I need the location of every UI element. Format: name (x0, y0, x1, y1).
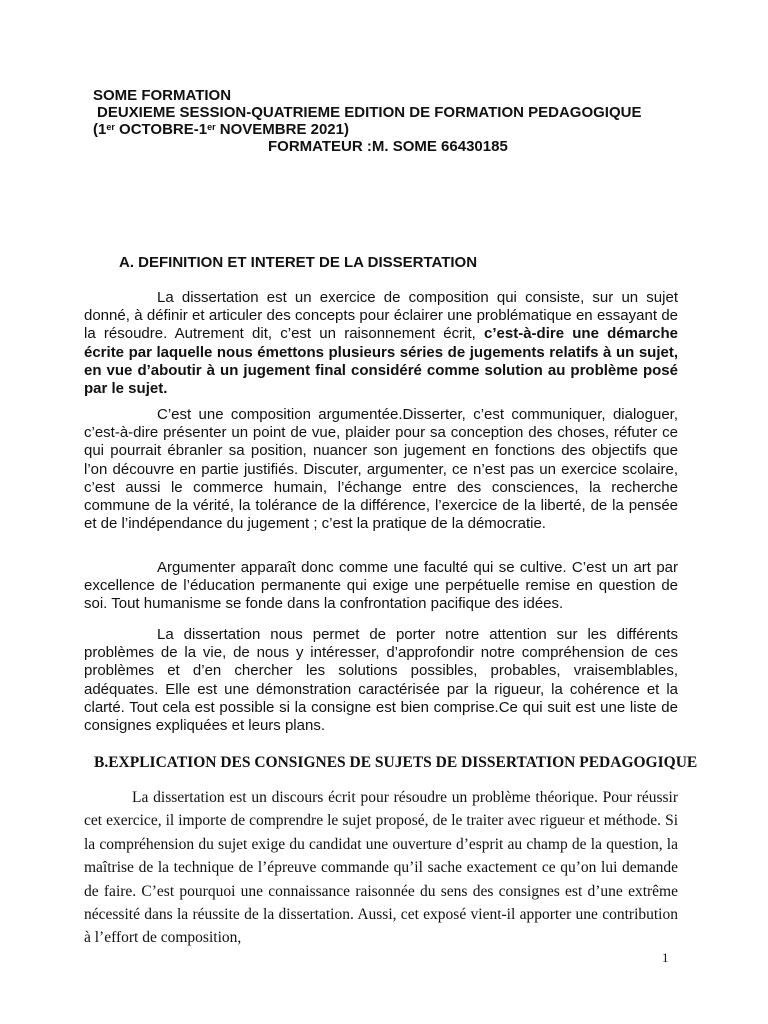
header-session: DEUXIEME SESSION-QUATRIEME EDITION DE FORMATION PEDAGOGIQUE (97, 104, 642, 121)
section-a-paragraph-4: La dissertation nous permet de porter notre attention sur les différents problèmes de la vie, de nous y intéresser, d’approfondir notre compréhension de ces problèmes et d’en chercher les solutions possibles, probables, vraisemblables, adéquates. Elle est une démonstration caractérisée par la rigueur, la cohérence et la clarté. Tout cela est possible si la consigne est bien comprise.Ce qui suit est une liste de consignes expliquées et leurs plans. (84, 626, 678, 735)
section-b-paragraph-1: La dissertation est un discours écrit pour résoudre un problème théorique. Pour réussir cet exercice, il importe de comprendre le sujet proposé, de le traiter avec rigueur et méthode. Si la compréhension du sujet exige du candidat une ouverture d’esprit au champ de la question, la maîtrise de la technique de l’épreuve commande qu’il sache exactement ce qu’on lui demande de faire. C’est pourquoi une connaissance raisonnée du sens des consignes est d’une extrême nécessité dans la réussite de la dissertation. Aussi, cet exposé vient-il apporter une contribution à l’effort de composition, (84, 789, 678, 947)
header-dates: (1er OCTOBRE-1er NOVEMBRE 2021) (93, 121, 349, 138)
section-a-paragraph-1: La dissertation est un exercice de composition qui consiste, sur un sujet donné, à définir et articuler des concepts pour éclairer une problématique en essayant de la résoudre. Autrement dit, c’est un raisonnement écrit, c’est-à-dire une démarche écrite par laquelle nous émettons plusieurs séries de jugements relatifs à un sujet, en vue d’aboutir à un jugement final considéré comme solution au problème posé par le sujet. (84, 289, 679, 398)
section-a-heading: A. DEFINITION ET INTERET DE LA DISSERTATION (119, 254, 478, 271)
section-a-paragraph-3: Argumenter apparaît donc comme une faculté qui se cultive. C’est un art par excellence de l’éducation permanente qui exige une perpétuelle remise en question de soi. Tout humanisme se fonde dans la confrontation pacifique des idées. (84, 559, 678, 613)
page-number: 1 (662, 950, 669, 965)
section-b-heading: B.EXPLICATION DES CONSIGNES DE SUJETS DE DISSERTATION PEDAGOGIQUE (94, 754, 698, 771)
header-organization: SOME FORMATION (93, 87, 232, 104)
section-a-paragraph-2: C’est une composition argumentée.Disserter, c’est communiquer, dialoguer, c’est-à-dire présenter un point de vue, plaider pour sa conception des choses, réfuter ce qui pourrait ébranler sa position, nuancer son jugement en fonctions des objectifs que l’on découvre en partie justifiés. Discuter, argumenter, ce n’est pas un exercice scolaire, c’est aussi le commerce humain, l’échange entre des consciences, la recherche commune de la vérité, la tolérance de la différence, l’exercice de la liberté, de la pensée et de l’indépendance du jugement ; c’est la pratique de la démocratie. (84, 406, 678, 533)
header-trainer: FORMATEUR :M. SOME 66430185 (268, 138, 508, 155)
